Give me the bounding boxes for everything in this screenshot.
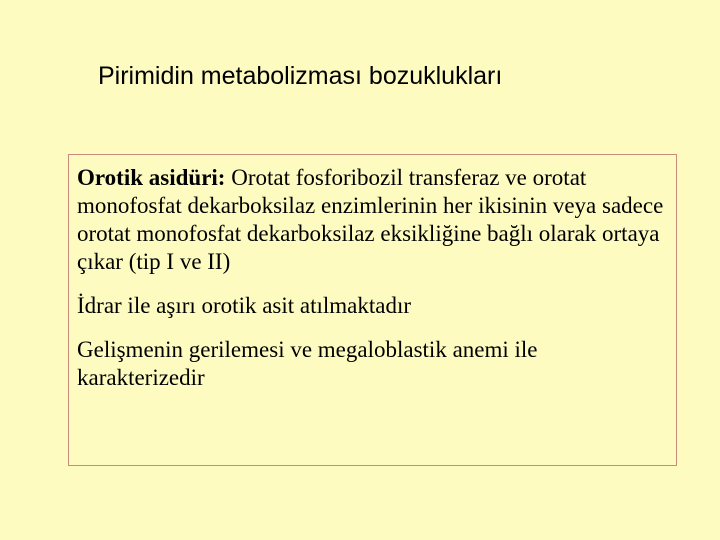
paragraph-orotic-aciduria — [77, 164, 668, 276]
content-box — [68, 154, 677, 466]
paragraph-urine-excretion: İdrar ile aşırı orotik asit atılmaktadır — [77, 293, 412, 318]
paragraph-orotic-aciduria-text: Orotat fosforibozil transferaz ve orotat monofosfat dekarboksilaz enzimlerinin her ikisinin veya sadece orotat monofosfat dekarboksilaz eksikliğine bağlı olarak ortaya çıkar (tip I ve II) — [77, 165, 664, 274]
slide-title: Pirimidin metabolizması bozuklukları — [98, 62, 503, 90]
term-orotic-aciduria: Orotik asidüri: — [77, 165, 226, 190]
paragraph-clinical-features: Gelişmenin gerilemesi ve megaloblastik anemi ile karakterizedir — [77, 337, 538, 390]
